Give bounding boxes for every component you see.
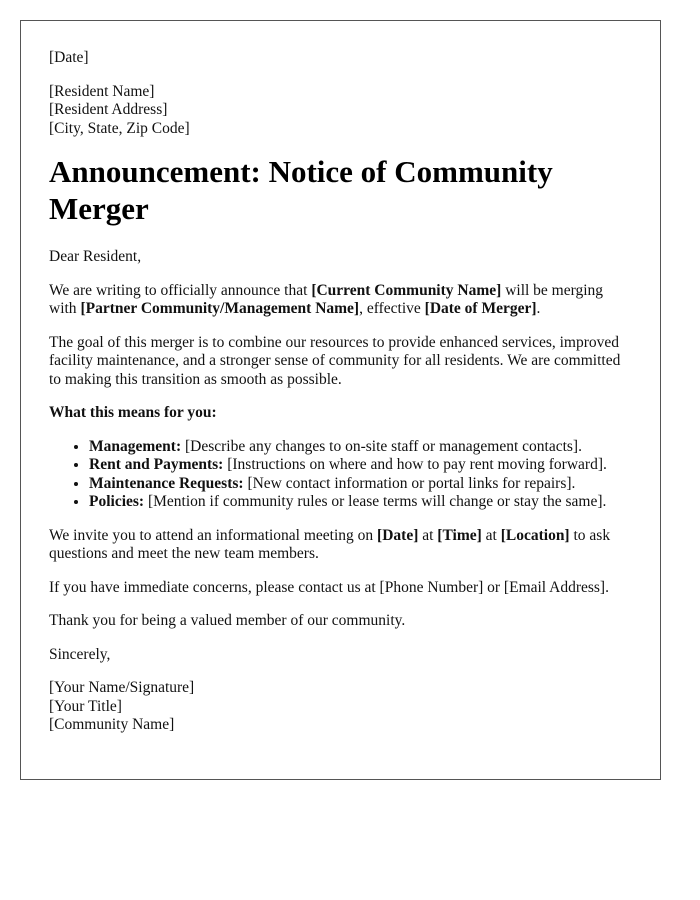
announcement-text-4: . [536, 300, 541, 317]
list-item-text: [Mention if community rules or lease terms will change or stay the same]. [144, 493, 607, 510]
announcement-text-1: We are writing to officially announce that [49, 281, 312, 299]
goal-paragraph: The goal of this merger is to combine our resources to provide enhanced services, improved facility maintenance, and a stronger sense of community for all residents. We are committed to making this transition as smooth as possible. [49, 333, 621, 388]
recipient-city: [City, State, Zip Code] [49, 119, 190, 137]
meeting-date-placeholder: [Date] [377, 526, 419, 544]
list-item-label: Management: [89, 437, 182, 455]
list-item-text: [New contact information or portal links for repairs]. [243, 474, 576, 492]
meeting-text-4: to ask questions and meet the new team members. [49, 526, 611, 562]
signature-name: [Your Name/Signature] [49, 679, 195, 696]
meeting-time-placeholder: [Time] [437, 526, 482, 544]
contact-paragraph: If you have immediate concerns, please contact us at [Phone Number] or [Email Address]. [49, 578, 609, 596]
list-item-text: [Instructions on where and how to pay rent moving forward]. [223, 456, 607, 473]
meeting-text-2: at [418, 526, 438, 544]
list-item-maintenance [89, 475, 632, 494]
closing: Sincerely, [49, 645, 111, 663]
letter-title: Announcement: Notice of Community Merger [49, 154, 553, 226]
list-item-text: [Describe any changes to on-site staff or management contacts]. [181, 437, 582, 455]
partner-community-placeholder: [Partner Community/Management Name] [80, 300, 360, 317]
recipient-address: [Resident Address] [49, 101, 168, 118]
section-heading-text: What this means for you: [49, 404, 217, 421]
signature-title: [Your Title] [49, 697, 122, 715]
list-item-rent [89, 456, 632, 475]
letter [20, 20, 661, 780]
signature-block [49, 679, 632, 735]
meeting-text-1: We invite you to attend an informational meeting on [49, 526, 378, 544]
announcement-text-3: , effective [359, 300, 425, 317]
changes-list [49, 438, 632, 512]
list-item-management [89, 438, 632, 457]
thanks-paragraph: Thank you for being a valued member of our community. [49, 612, 406, 629]
section-heading [49, 404, 632, 423]
recipient-block [49, 83, 632, 139]
meeting-paragraph [49, 527, 632, 564]
announcement-paragraph [49, 282, 632, 319]
list-item-label: Policies: [89, 493, 145, 510]
list-item-policies [89, 493, 632, 512]
signature-community: [Community Name] [49, 716, 175, 733]
greeting: Dear Resident, [49, 248, 142, 265]
current-community-placeholder: [Current Community Name] [311, 281, 502, 299]
list-item-label: Rent and Payments: [89, 456, 224, 473]
merger-date-placeholder: [Date of Merger] [424, 300, 537, 317]
list-item-label: Maintenance Requests: [89, 474, 244, 492]
date-line: [Date] [49, 49, 89, 66]
announcement-text-2: will be merging with [49, 281, 604, 317]
recipient-name: [Resident Name] [49, 82, 155, 100]
meeting-text-3: at [481, 526, 501, 544]
meeting-location-placeholder: [Location] [500, 526, 570, 544]
